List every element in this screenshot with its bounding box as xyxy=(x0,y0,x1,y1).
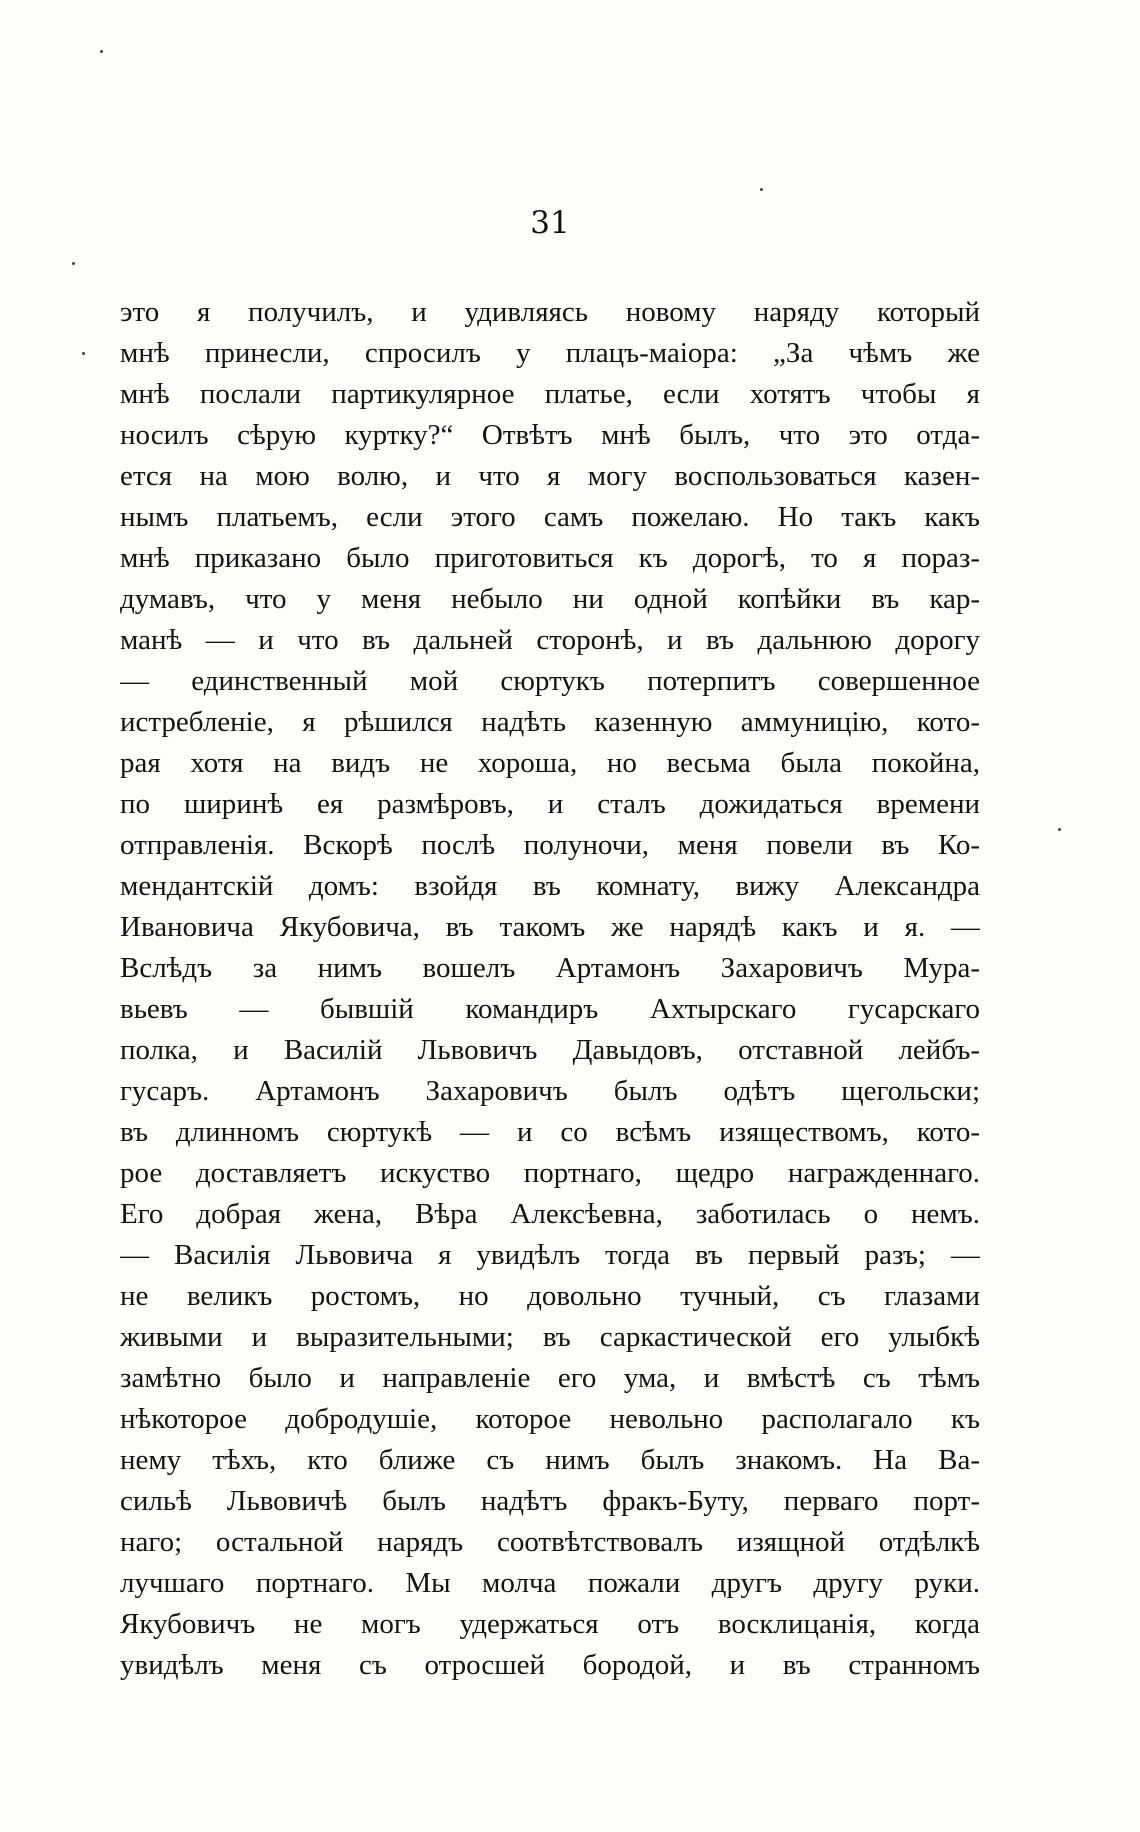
text-line: — Василія Львовича я увидѣлъ тогда въ первый разъ; — xyxy=(120,1239,980,1271)
text-line: это я получилъ, и удивляясь новому наряду который xyxy=(120,296,980,328)
text-line: думавъ, что у меня небыло ни одной копѣйки въ кар- xyxy=(120,583,980,615)
print-speck xyxy=(1058,828,1061,831)
text-line: сильѣ Львовичѣ былъ надѣтъ фракъ-Буту, перваго порт- xyxy=(120,1485,980,1517)
text-line: Его добрая жена, Вѣра Алексѣевна, заботилась о немъ. xyxy=(120,1198,980,1230)
print-speck xyxy=(82,352,85,355)
text-line: по ширинѣ ея размѣровъ, и сталъ дожидаться времени xyxy=(120,788,980,820)
text-line: Якубовичъ не могъ удержаться отъ восклицанія, когда xyxy=(120,1608,980,1640)
text-line: — единственный мой сюртукъ потерпитъ совершенное xyxy=(120,665,980,697)
text-line: увидѣлъ меня съ отросшей бородой, и въ странномъ xyxy=(120,1649,980,1681)
text-line: нѣкоторое добродушіе, которое невольно располагало къ xyxy=(120,1403,980,1435)
text-line: гусаръ. Артамонъ Захаровичъ былъ одѣтъ щегольски; xyxy=(120,1075,980,1107)
print-speck xyxy=(72,262,75,265)
text-line: нымъ платьемъ, если этого самъ пожелаю. Но такъ какъ xyxy=(120,501,980,533)
text-line: мендантскій домъ: взойдя въ комнату, вижу Александра xyxy=(120,870,980,902)
print-speck xyxy=(100,50,103,53)
text-line: нему тѣхъ, кто ближе съ нимъ былъ знакомъ. На Ва- xyxy=(120,1444,980,1476)
text-line: замѣтно было и направленіе его ума, и вмѣстѣ съ тѣмъ xyxy=(120,1362,980,1394)
text-line: въ длинномъ сюртукѣ — и со всѣмъ изяществомъ, кото- xyxy=(120,1116,980,1148)
text-line: лучшаго портнаго. Мы молча пожали другъ другу руки. xyxy=(120,1567,980,1599)
text-line: мнѣ принесли, спросилъ у плацъ-маіора: „За чѣмъ же xyxy=(120,337,980,369)
text-line: не великъ ростомъ, но довольно тучный, съ глазами xyxy=(120,1280,980,1312)
text-line: полка, и Василій Львовичъ Давыдовъ, отставной лейбъ- xyxy=(120,1034,980,1066)
body-text xyxy=(120,292,980,1686)
page-number: 31 xyxy=(530,205,570,241)
print-speck xyxy=(760,188,763,191)
text-line: живыми и выразительными; въ саркастической его улыбкѣ xyxy=(120,1321,980,1353)
text-line: вьевъ — бывшій командиръ Ахтырскаго гусарскаго xyxy=(120,993,980,1025)
text-line: рая хотя на видъ не хороша, но весьма была покойна, xyxy=(120,747,980,779)
text-line: мнѣ послали партикулярное платье, если хотятъ чтобы я xyxy=(120,378,980,410)
text-line: носилъ сѣрую куртку?“ Отвѣтъ мнѣ былъ, что это отда- xyxy=(120,419,980,451)
text-line: ется на мою волю, и что я могу воспользоваться казен- xyxy=(120,460,980,492)
text-line: истребленіе, я рѣшился надѣть казенную аммуницію, кото- xyxy=(120,706,980,738)
text-line: мнѣ приказано было приготовиться къ дорогѣ, то я пораз- xyxy=(120,542,980,574)
text-line: наго; остальной нарядъ соотвѣтствовалъ изящной отдѣлкѣ xyxy=(120,1526,980,1558)
text-line: манѣ — и что въ дальней сторонѣ, и въ дальнюю дорогу xyxy=(120,624,980,656)
text-line: Ивановича Якубовича, въ такомъ же нарядѣ какъ и я. — xyxy=(120,911,980,943)
text-line: отправленія. Вскорѣ послѣ полуночи, меня повели въ Ко- xyxy=(120,829,980,861)
text-line: рое доставляетъ искуство портнаго, щедро награжденнаго. xyxy=(120,1157,980,1189)
text-line: Вслѣдъ за нимъ вошелъ Артамонъ Захаровичъ Мура- xyxy=(120,952,980,984)
